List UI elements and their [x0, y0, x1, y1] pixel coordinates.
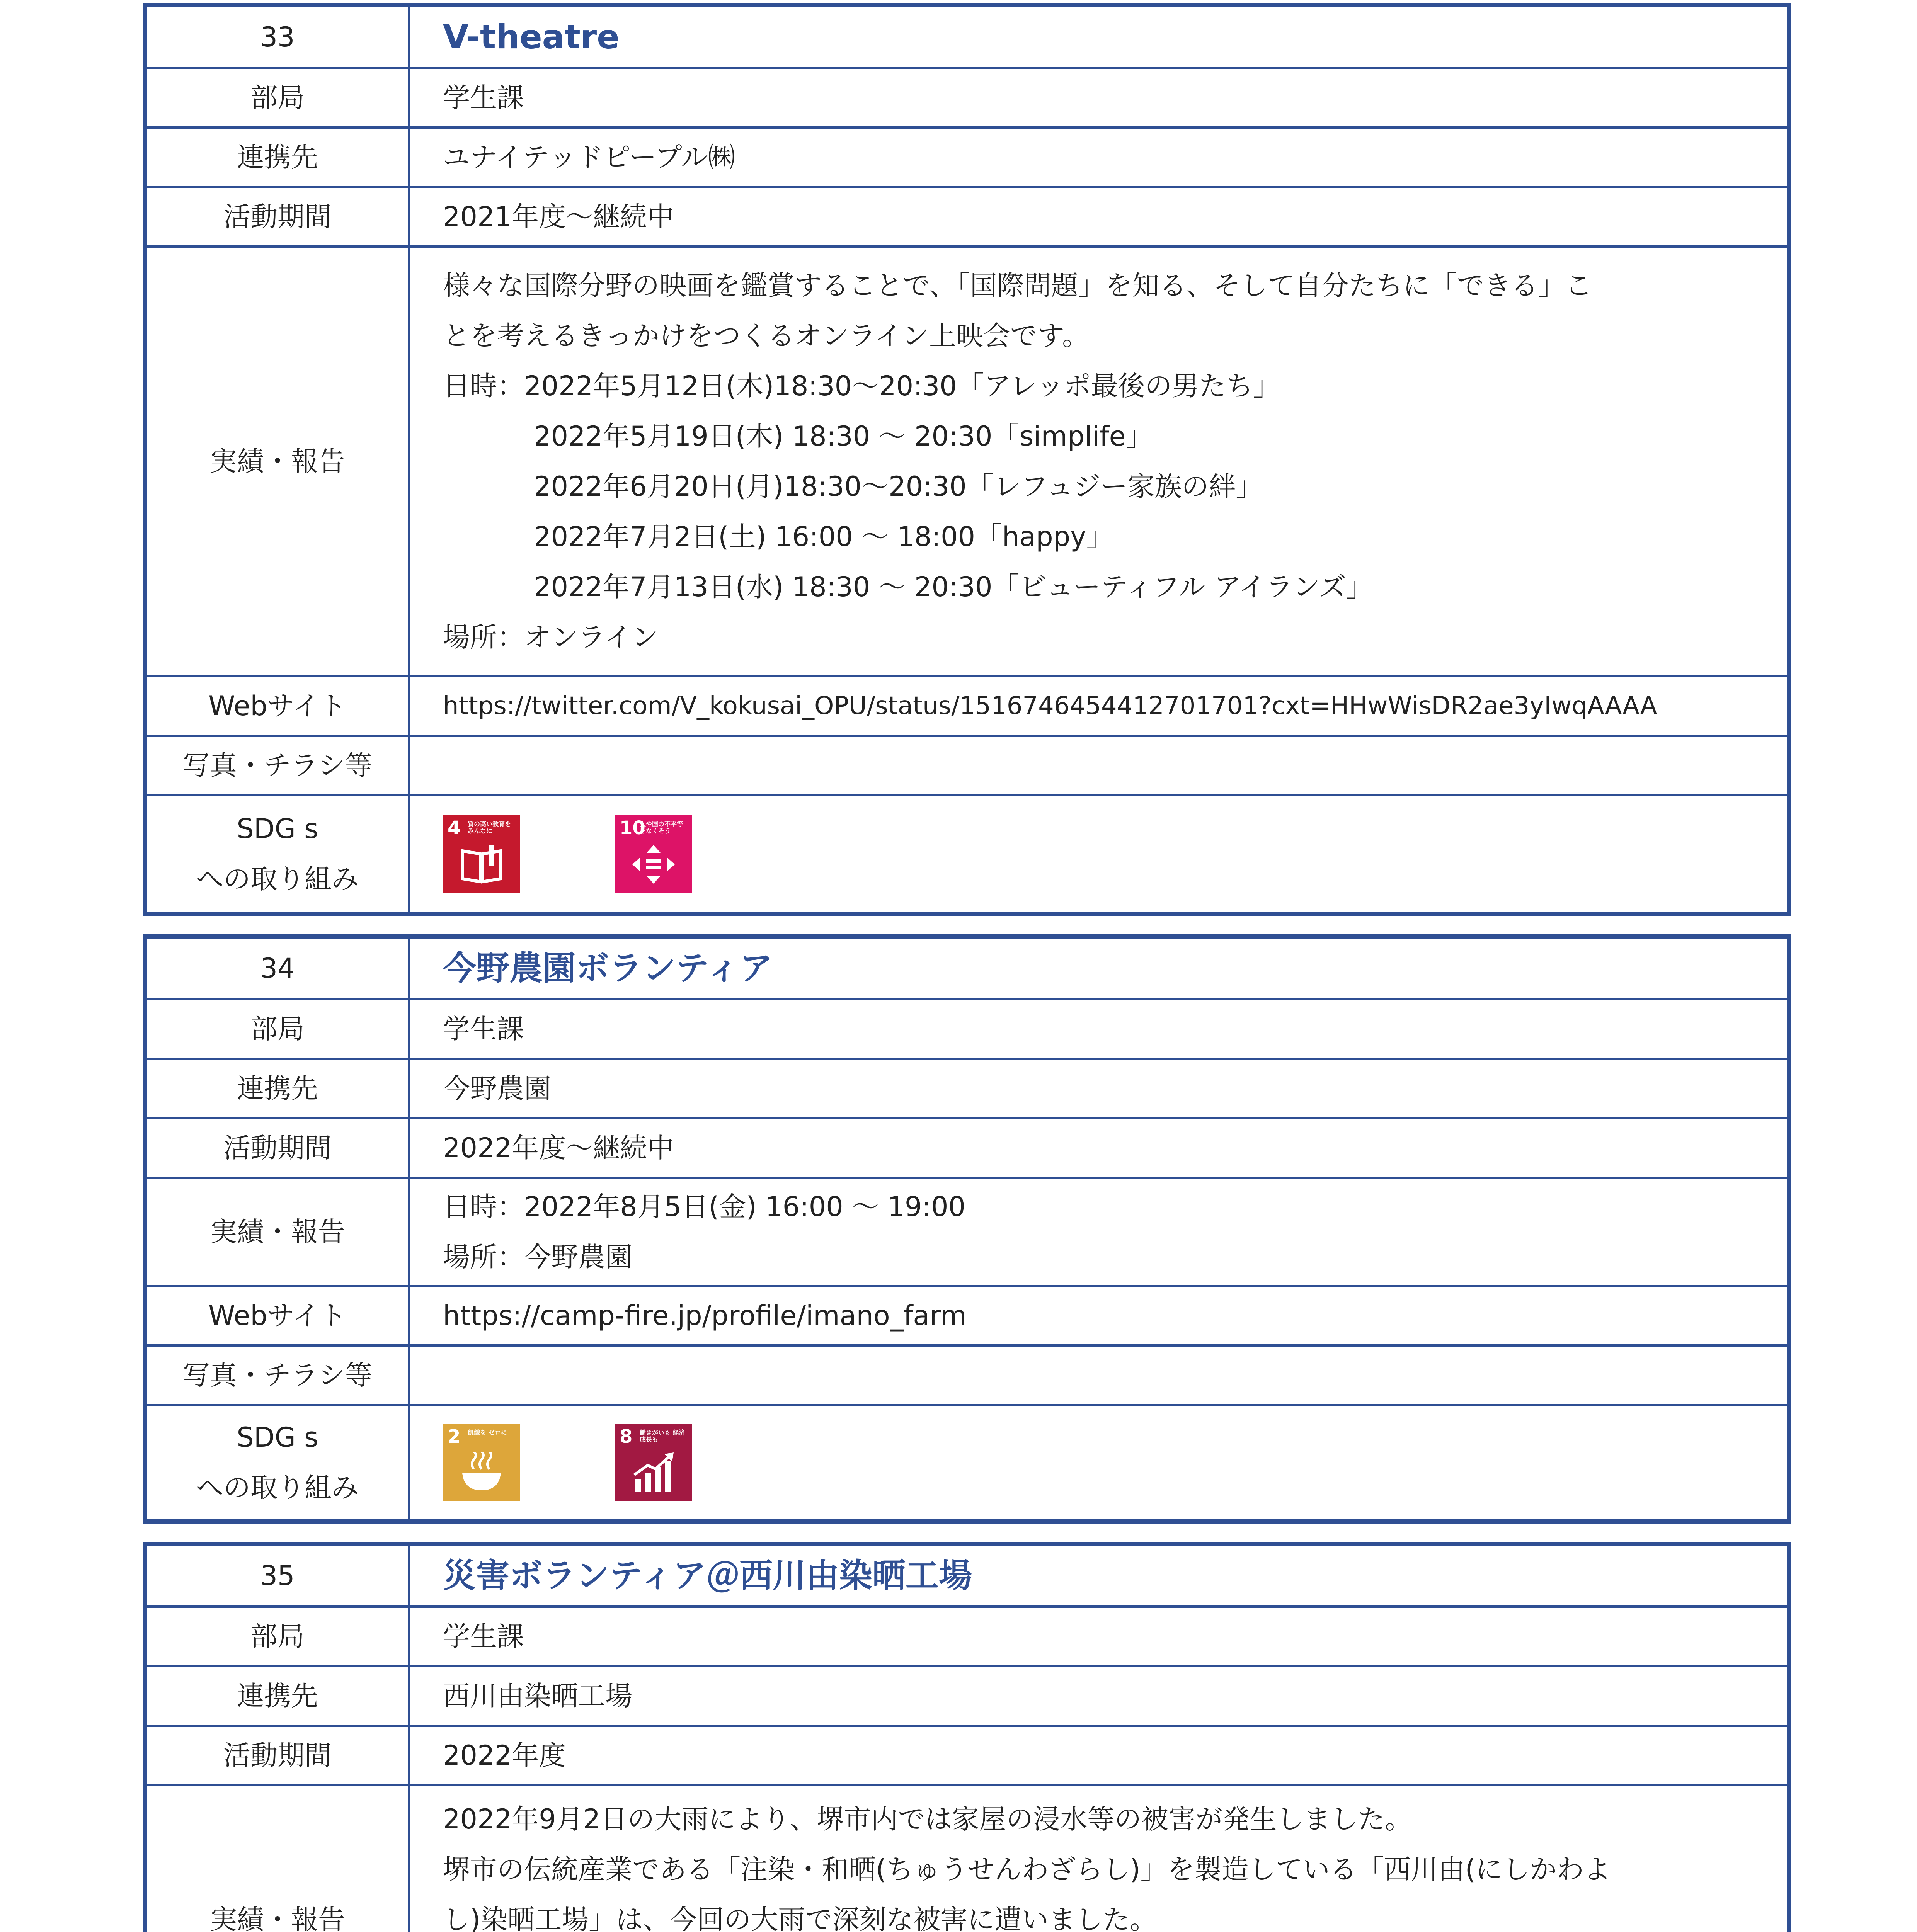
sdg-caption: 質の高い教育を みんなに	[468, 820, 511, 835]
row-number-title	[147, 1546, 1787, 1608]
row-sdgs	[147, 1406, 1787, 1519]
website-link[interactable]: https://twitter.com/V_kokusai_OPU/status/1516746454412701701?cxt=HHwWisDR2ae3yIwqAAAA	[443, 692, 1657, 720]
entry-title: V-theatre	[443, 18, 620, 56]
row-partner	[147, 129, 1787, 188]
row-website	[147, 677, 1787, 737]
report-line: 場所：オンライン	[443, 621, 659, 653]
row-photos	[147, 1347, 1787, 1406]
partner-label: 連携先	[147, 1060, 410, 1117]
row-period	[147, 1119, 1787, 1179]
sdg-caption: 働きがいも 経済成長も	[640, 1429, 685, 1443]
row-partner	[147, 1060, 1787, 1119]
partner-value: 西川由染晒工場	[443, 1680, 632, 1712]
sdg-number: 4	[448, 817, 461, 839]
sdg-number: 8	[620, 1426, 633, 1447]
book-icon	[458, 843, 505, 886]
entry-title: 災害ボランティア＠西川由染晒工場	[443, 1556, 972, 1595]
department-label: 部局	[147, 1608, 410, 1665]
report-value	[410, 1179, 1787, 1285]
period-value: 2021年度～継続中	[443, 201, 674, 233]
period-label: 活動期間	[147, 1727, 410, 1784]
department-value: 学生課	[443, 1621, 524, 1652]
report-line: 2022年5月19日(木) 18:30 ～ 20:30「simplife」	[534, 420, 1153, 452]
row-report	[147, 1179, 1787, 1287]
sdg-goal-4-icon	[443, 815, 520, 893]
website-link[interactable]: https://camp-fire.jp/profile/imano_farm	[443, 1300, 967, 1332]
photos-label: 写真・チラシ等	[147, 1347, 410, 1404]
report-line: 堺市の伝統産業である「注染・和晒(ちゅうせんわざらし)」を製造している「西川由(にしかわよ	[443, 1853, 1611, 1885]
row-period	[147, 188, 1787, 248]
row-sdgs	[147, 796, 1787, 912]
period-label: 活動期間	[147, 188, 410, 245]
period-value: 2022年度～継続中	[443, 1132, 674, 1164]
report-line: 2022年9月2日の大雨により、堺市内では家屋の浸水等の被害が発生しました。	[443, 1803, 1412, 1835]
sdg-goal-8-icon	[615, 1424, 692, 1501]
sdgs-label-line1: SDG s	[237, 1422, 318, 1453]
row-period	[147, 1727, 1787, 1786]
report-line: 日時：2022年8月5日(金) 16:00 ～ 19:00	[443, 1191, 966, 1223]
activity-table-35	[143, 1542, 1791, 1932]
photos-value	[410, 1347, 1787, 1404]
row-partner	[147, 1667, 1787, 1727]
sdgs-label-line2: への取り組み	[196, 1472, 359, 1503]
sdg-goal-10-icon	[615, 815, 692, 893]
entry-number: 33	[147, 7, 410, 67]
report-label: 実績・報告	[147, 248, 410, 675]
partner-value: ユナイテッドピープル㈱	[443, 141, 735, 173]
photos-label: 写真・チラシ等	[147, 737, 410, 794]
row-department	[147, 1608, 1787, 1667]
row-photos	[147, 737, 1787, 796]
partner-value: 今野農園	[443, 1073, 551, 1104]
row-report	[147, 248, 1787, 677]
partner-label: 連携先	[147, 129, 410, 186]
entry-title: 今野農園ボランティア	[443, 949, 773, 988]
report-line: 2022年7月2日(土) 16:00 ～ 18:00「happy」	[534, 521, 1113, 553]
sdg-number: 2	[448, 1426, 461, 1447]
bowl-icon	[458, 1452, 505, 1494]
sdgs-label	[147, 796, 410, 912]
period-value: 2022年度	[443, 1740, 566, 1771]
report-line: し)染晒工場」は、今回の大雨で深刻な被害に遭いました。	[443, 1903, 1157, 1932]
sdgs-label	[147, 1406, 410, 1519]
activity-table-34	[143, 934, 1791, 1524]
department-label: 部局	[147, 1000, 410, 1058]
report-line: 2022年7月13日(水) 18:30 ～ 20:30「ビューティフル アイランズ」	[534, 571, 1374, 603]
report-label: 実績・報告	[147, 1786, 410, 1932]
sdgs-label-line1: SDG s	[237, 813, 318, 845]
sdgs-label-line2: への取り組み	[196, 863, 359, 895]
sdgs-icons	[410, 796, 1787, 912]
department-label: 部局	[147, 69, 410, 126]
website-label: Webサイト	[147, 677, 410, 735]
sdg-goal-2-icon	[443, 1424, 520, 1501]
report-line: とを考えるきっかけをつくるオンライン上映会です。	[443, 320, 1090, 352]
partner-label: 連携先	[147, 1667, 410, 1725]
sdgs-icons	[410, 1406, 1787, 1519]
report-value	[410, 248, 1787, 675]
report-value	[410, 1786, 1787, 1932]
report-label: 実績・報告	[147, 1179, 410, 1285]
sdg-caption: 飢餓を ゼロに	[468, 1429, 507, 1436]
row-website	[147, 1287, 1787, 1347]
entry-number: 34	[147, 939, 410, 998]
report-line: 日時：2022年5月12日(木)18:30～20:30「アレッポ最後の男たち」	[443, 370, 1280, 402]
department-value: 学生課	[443, 1013, 524, 1045]
row-number-title	[147, 7, 1787, 69]
activity-table-33	[143, 3, 1791, 916]
report-line: 様々な国際分野の映画を鑑賞することで、「国際問題」を知る、そして自分たちに「できる」こ	[443, 270, 1592, 301]
photos-value	[410, 737, 1787, 794]
report-line: 2022年6月20日(月)18:30～20:30「レフュジー家族の絆」	[534, 471, 1263, 502]
equality-icon	[630, 843, 677, 886]
row-report	[147, 1786, 1787, 1932]
growth-icon	[630, 1452, 677, 1494]
row-number-title	[147, 939, 1787, 1000]
row-department	[147, 69, 1787, 129]
sdg-caption: 人や国の不平等 をなくそう	[640, 820, 683, 835]
period-label: 活動期間	[147, 1119, 410, 1177]
sdg-number: 10	[620, 817, 645, 839]
row-department	[147, 1000, 1787, 1060]
department-value: 学生課	[443, 82, 524, 114]
entry-number: 35	[147, 1546, 410, 1605]
website-label: Webサイト	[147, 1287, 410, 1344]
report-line: 場所：今野農園	[443, 1241, 632, 1273]
